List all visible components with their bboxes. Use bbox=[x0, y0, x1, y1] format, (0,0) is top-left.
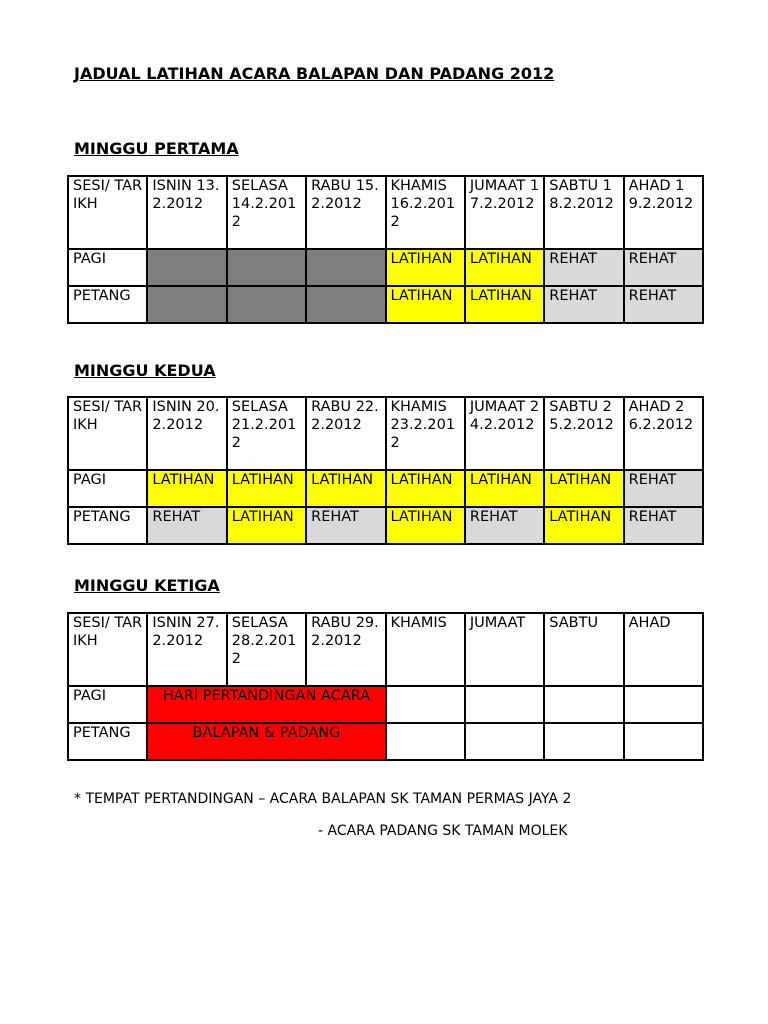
header-cell: SELASA 14.2.2012 bbox=[227, 176, 306, 249]
session-label: PAGI bbox=[68, 470, 147, 507]
training-cell: LATIHAN bbox=[386, 286, 465, 323]
header-cell: KHAMIS bbox=[386, 613, 465, 686]
header-cell: RABU 22.2.2012 bbox=[306, 397, 385, 470]
venue-note-track: * TEMPAT PERTANDINGAN – ACARA BALAPAN SK TAMAN PERMAS JAYA 2 bbox=[74, 791, 572, 807]
rest-cell: REHAT bbox=[465, 507, 544, 544]
competition-venue-cell: BALAPAN & PADANG bbox=[147, 723, 385, 760]
table-row bbox=[68, 249, 703, 286]
table-header-row bbox=[68, 613, 703, 686]
training-cell: LATIHAN bbox=[147, 470, 226, 507]
session-label: PAGI bbox=[68, 686, 147, 723]
training-cell: LATIHAN bbox=[465, 249, 544, 286]
table-row bbox=[68, 507, 703, 544]
header-cell: SABTU 25.2.2012 bbox=[544, 397, 623, 470]
week-3-table bbox=[67, 612, 704, 761]
header-cell: SABTU bbox=[544, 613, 623, 686]
week-3-heading: MINGGU KETIGA bbox=[74, 576, 220, 595]
blocked-cell bbox=[227, 249, 306, 286]
header-cell: JUMAAT 24.2.2012 bbox=[465, 397, 544, 470]
empty-cell bbox=[624, 686, 703, 723]
header-cell: KHAMIS 23.2.2012 bbox=[386, 397, 465, 470]
rest-cell: REHAT bbox=[624, 286, 703, 323]
header-cell: RABU 29.2.2012 bbox=[306, 613, 385, 686]
table-header-row bbox=[68, 176, 703, 249]
table-row bbox=[68, 470, 703, 507]
header-cell: AHAD 19.2.2012 bbox=[624, 176, 703, 249]
header-cell: SELASA 21.2.2012 bbox=[227, 397, 306, 470]
training-cell: LATIHAN bbox=[465, 286, 544, 323]
rest-cell: REHAT bbox=[624, 470, 703, 507]
competition-day-cell: HARI PERTANDINGAN ACARA bbox=[147, 686, 385, 723]
header-cell: ISNIN 13.2.2012 bbox=[147, 176, 226, 249]
rest-cell: REHAT bbox=[306, 507, 385, 544]
table-row bbox=[68, 686, 703, 723]
empty-cell bbox=[386, 686, 465, 723]
header-cell: KHAMIS 16.2.2012 bbox=[386, 176, 465, 249]
training-cell: LATIHAN bbox=[386, 470, 465, 507]
table-row bbox=[68, 723, 703, 760]
empty-cell bbox=[544, 686, 623, 723]
week-2-table bbox=[67, 396, 704, 545]
training-cell: LATIHAN bbox=[544, 507, 623, 544]
header-cell: SESI/ TARIKH bbox=[68, 613, 147, 686]
week-1-heading: MINGGU PERTAMA bbox=[74, 139, 239, 158]
blocked-cell bbox=[306, 286, 385, 323]
rest-cell: REHAT bbox=[624, 507, 703, 544]
table-header-row bbox=[68, 397, 703, 470]
training-cell: LATIHAN bbox=[227, 470, 306, 507]
session-label: PETANG bbox=[68, 286, 147, 323]
rest-cell: REHAT bbox=[624, 249, 703, 286]
rest-cell: REHAT bbox=[544, 286, 623, 323]
session-label: PETANG bbox=[68, 723, 147, 760]
rest-cell: REHAT bbox=[544, 249, 623, 286]
training-cell: LATIHAN bbox=[306, 470, 385, 507]
blocked-cell bbox=[147, 249, 226, 286]
rest-cell: REHAT bbox=[147, 507, 226, 544]
blocked-cell bbox=[147, 286, 226, 323]
venue-note-field: - ACARA PADANG SK TAMAN MOLEK bbox=[318, 823, 568, 839]
training-cell: LATIHAN bbox=[544, 470, 623, 507]
header-cell: AHAD bbox=[624, 613, 703, 686]
header-cell: SELASA 28.2.2012 bbox=[227, 613, 306, 686]
training-cell: LATIHAN bbox=[386, 507, 465, 544]
header-cell: RABU 15.2.2012 bbox=[306, 176, 385, 249]
table-row bbox=[68, 286, 703, 323]
header-cell: ISNIN 20.2.2012 bbox=[147, 397, 226, 470]
header-cell: JUMAAT bbox=[465, 613, 544, 686]
session-label: PETANG bbox=[68, 507, 147, 544]
blocked-cell bbox=[227, 286, 306, 323]
empty-cell bbox=[544, 723, 623, 760]
empty-cell bbox=[465, 686, 544, 723]
header-cell: ISNIN 27.2.2012 bbox=[147, 613, 226, 686]
empty-cell bbox=[624, 723, 703, 760]
header-cell: SESI/ TARIKH bbox=[68, 176, 147, 249]
header-cell: AHAD 26.2.2012 bbox=[624, 397, 703, 470]
week-1-table bbox=[67, 175, 704, 324]
header-cell: SESI/ TARIKH bbox=[68, 397, 147, 470]
training-cell: LATIHAN bbox=[465, 470, 544, 507]
header-cell: SABTU 18.2.2012 bbox=[544, 176, 623, 249]
training-cell: LATIHAN bbox=[386, 249, 465, 286]
week-2-heading: MINGGU KEDUA bbox=[74, 361, 216, 380]
empty-cell bbox=[465, 723, 544, 760]
session-label: PAGI bbox=[68, 249, 147, 286]
blocked-cell bbox=[306, 249, 385, 286]
empty-cell bbox=[386, 723, 465, 760]
document-title: JADUAL LATIHAN ACARA BALAPAN DAN PADANG 2012 bbox=[74, 64, 555, 83]
header-cell: JUMAAT 17.2.2012 bbox=[465, 176, 544, 249]
training-cell: LATIHAN bbox=[227, 507, 306, 544]
